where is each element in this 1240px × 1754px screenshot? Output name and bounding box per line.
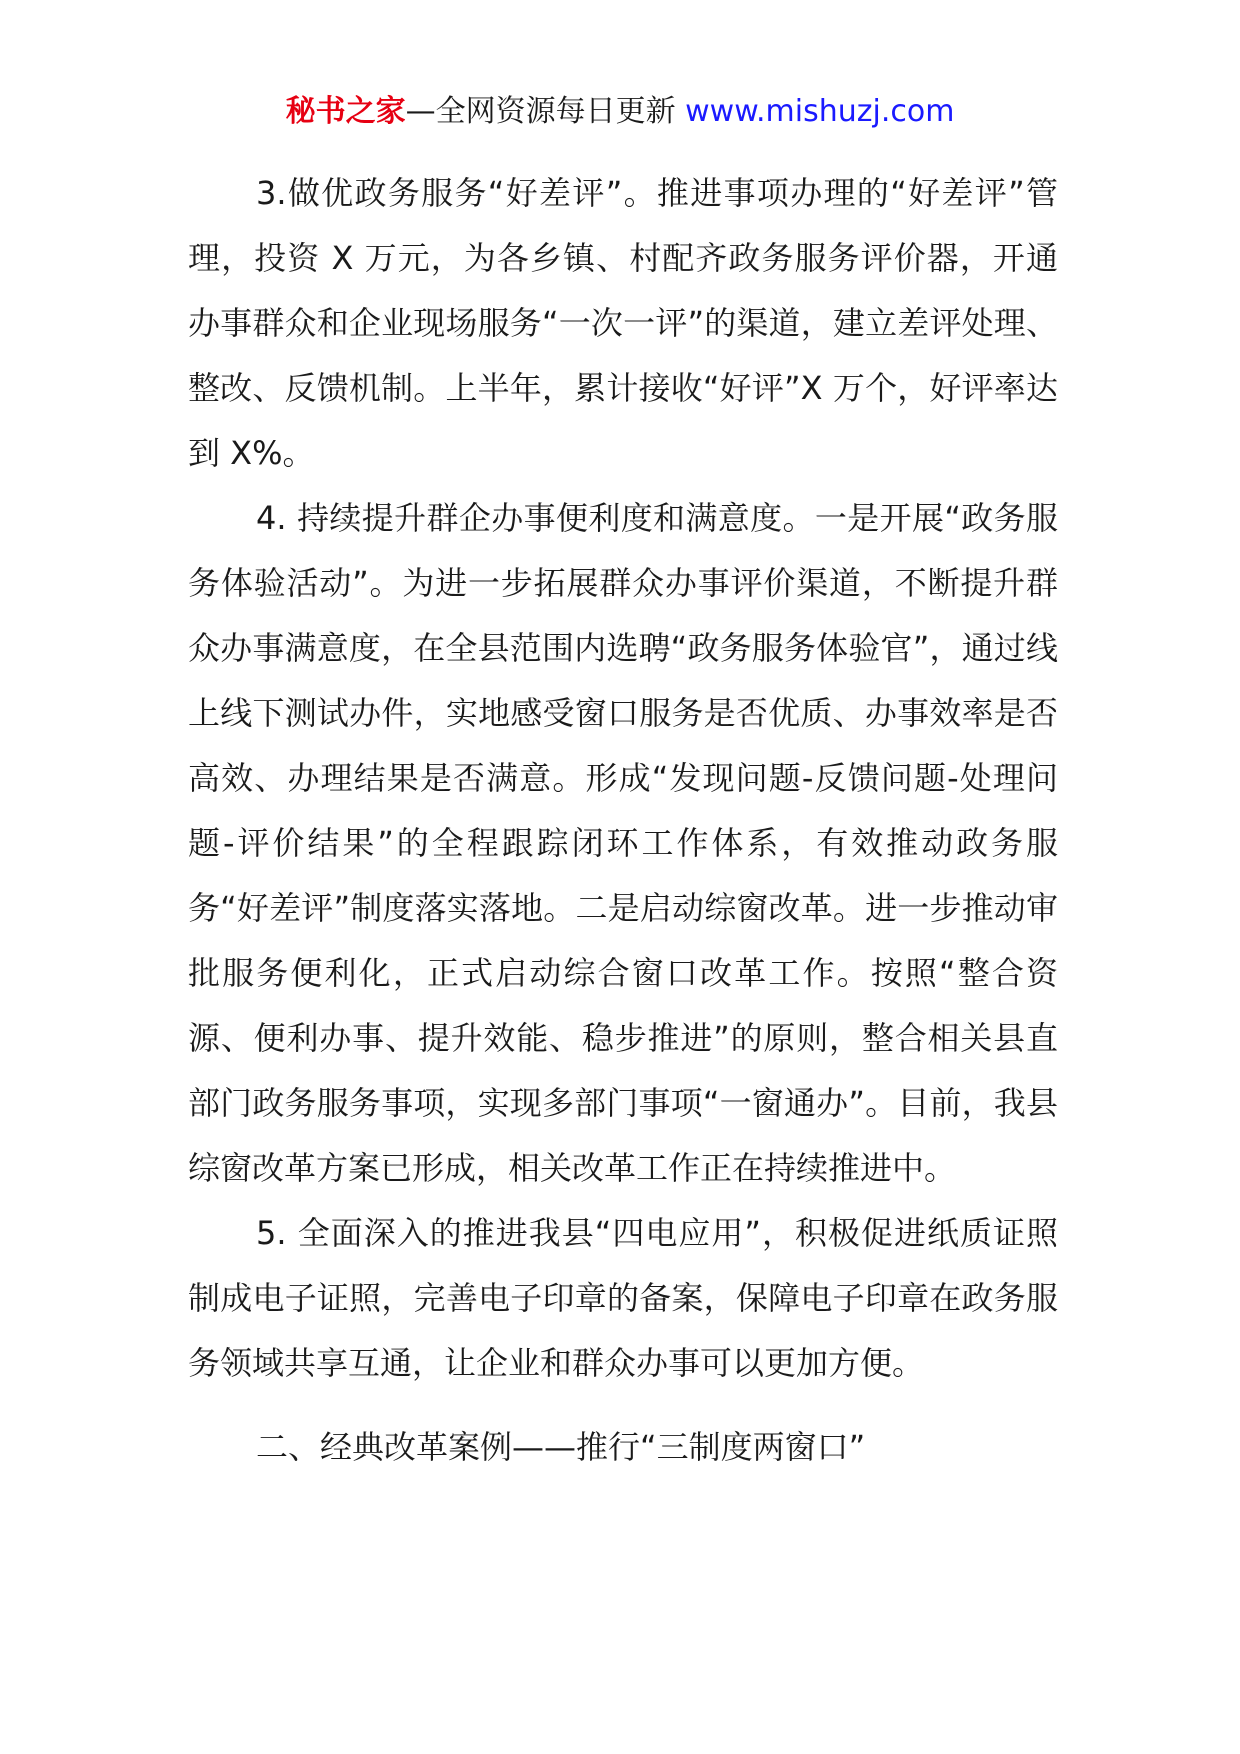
paragraph-5: 5. 全面深入的推进我县“四电应用”，积极促进纸质证照制成电子证照，完善电子印章的备案，保障电子印章在政务服务领域共享互通，让企业和群众办事可以更加方便。 <box>188 1214 1058 1382</box>
header-slogan: —全网资源每日更新 <box>405 94 686 129</box>
watermark-header <box>0 92 1240 132</box>
section-heading: 二、经典改革案例——推行“三制度两窗口” <box>256 1428 866 1466</box>
document-body <box>188 161 1058 1480</box>
site-url-link[interactable]: www.mishuzj.com <box>685 94 955 129</box>
paragraph-4: 4. 持续提升群企办事便利度和满意度。一是开展“政务服务体验活动”。为进一步拓展群众办事评价渠道，不断提升群众办事满意度，在全县范围内选聘“政务服务体验官”，通过线上线下测试办件，实地感受窗口服务是否优质、办事效率是否高效、办理结果是否满意。形成“发现问题-反馈问题-处理问题-评价结果”的全程跟踪闭环工作体系，有效推动政务服务“好差评”制度落实落地。二是启动综窗改革。进一步推动审批服务便利化，正式启动综合窗口改革工作。按照“整合资源、便利办事、提升效能、稳步推进”的原则，整合相关县直部门政务服务事项，实现多部门事项“一窗通办”。目前，我县综窗改革方案已形成，相关改革工作正在持续推进中。 <box>188 499 1058 1187</box>
paragraph-3: 3.做优政务服务“好差评”。推进事项办理的“好差评”管理，投资 X 万元，为各乡镇、村配齐政务服务评价器，开通办事群众和企业现场服务“一次一评”的渠道，建立差评处理、整改、反馈机制。上半年，累计接收“好评”X 万个，好评率达到 X%。 <box>188 174 1058 472</box>
brand-name: 秘书之家 <box>285 94 406 129</box>
